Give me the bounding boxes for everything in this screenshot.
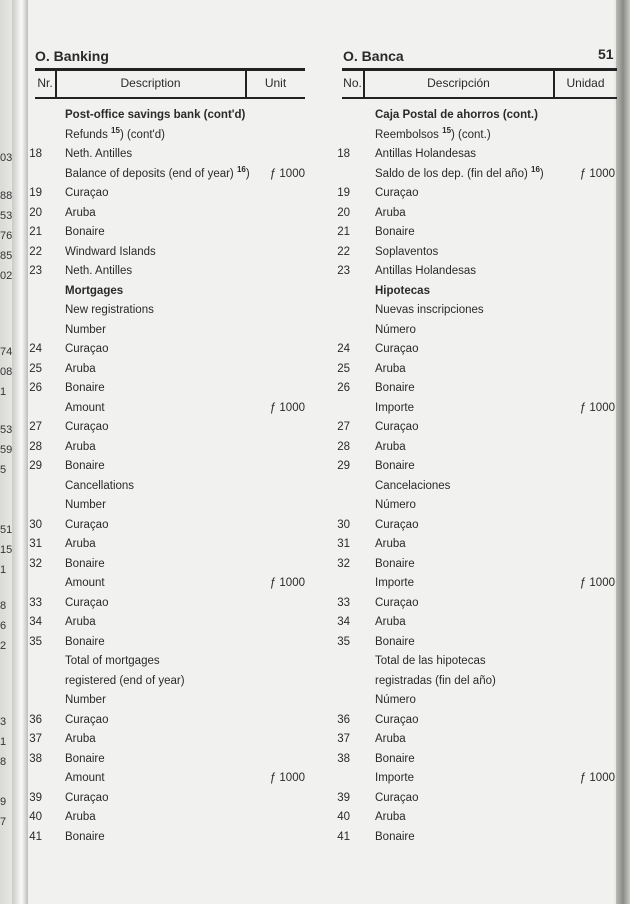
margin-fragment: 08 — [0, 366, 13, 378]
row-description — [65, 635, 105, 649]
description-text: Bonaire — [375, 557, 415, 570]
description-text: Bonaire — [375, 382, 415, 394]
row-description — [65, 771, 105, 785]
row-description — [375, 830, 415, 844]
row-description — [65, 147, 132, 161]
description-text: Caja Postal de ahorros (cont.) — [375, 109, 538, 121]
description-text: Curaçao — [375, 596, 419, 609]
row-number: 39 — [29, 791, 42, 804]
description-text: Curaçao — [65, 187, 109, 199]
margin-fragment: 9 — [0, 796, 7, 808]
row-description — [65, 791, 108, 805]
left-section-title: O. Banking — [35, 48, 109, 64]
description-text: Curaçao — [65, 791, 109, 804]
description-text: Número — [375, 499, 416, 511]
description-suffix: ) — [539, 167, 544, 180]
row-description — [375, 459, 415, 473]
row-number: 21 — [337, 226, 350, 238]
margin-fragment: 03 — [0, 152, 13, 164]
row-number: 24 — [337, 343, 350, 355]
description-text: Curaçao — [375, 713, 419, 726]
description-text: Aruba — [375, 616, 406, 628]
row-description — [65, 830, 105, 844]
row-description — [375, 381, 415, 395]
description-text: Aruba — [65, 362, 96, 375]
description-text: Aruba — [65, 616, 96, 628]
description-text: Number — [65, 323, 106, 336]
description-text: Windward Islands — [65, 245, 156, 258]
row-description — [375, 615, 406, 629]
row-description — [65, 164, 250, 181]
row-number: 22 — [29, 245, 42, 258]
description-text: Bonaire — [65, 752, 105, 765]
row-number: 19 — [337, 187, 350, 199]
row-description — [375, 771, 414, 785]
row-description — [375, 342, 418, 356]
row-description — [375, 674, 496, 688]
row-unit: ƒ 1000 — [269, 401, 305, 414]
row-description — [375, 498, 416, 512]
right-top-rule — [342, 68, 617, 71]
book-spine — [616, 0, 630, 904]
row-description — [65, 654, 160, 668]
row-description — [65, 245, 156, 259]
description-text: Curaçao — [375, 791, 419, 804]
description-text: Bonaire — [65, 635, 105, 648]
footnote-ref: 16 — [236, 164, 246, 174]
description-text: Amount — [65, 401, 105, 414]
row-number: 18 — [29, 148, 42, 160]
header-unit: Unit — [264, 76, 287, 90]
row-description — [65, 518, 108, 532]
description-text: Número — [375, 323, 416, 336]
description-text: Saldo de los dep. (fin del año) — [375, 167, 528, 180]
row-description — [65, 479, 134, 493]
row-description — [375, 713, 418, 727]
row-description — [65, 303, 154, 317]
row-description — [375, 303, 484, 317]
row-number: 27 — [29, 421, 42, 433]
header-no: No. — [343, 76, 362, 90]
description-suffix: ) (cont'd) — [119, 128, 165, 141]
description-text: Aruba — [375, 440, 406, 453]
row-description — [65, 693, 106, 707]
description-text: Total de las hipotecas — [375, 655, 486, 667]
row-number: 31 — [337, 538, 350, 550]
row-number: 37 — [337, 733, 350, 745]
row-number: 38 — [29, 752, 42, 765]
row-description — [375, 518, 418, 532]
margin-fragment: 1 — [0, 736, 7, 748]
description-text: registered (end of year) — [65, 674, 185, 687]
description-text: Bonaire — [65, 460, 105, 472]
description-text: Curaçao — [375, 518, 419, 531]
row-unit: ƒ 1000 — [579, 577, 615, 589]
left-header-rule — [35, 97, 305, 99]
margin-fragment: 53 — [0, 424, 13, 436]
row-number: 32 — [337, 557, 350, 570]
description-text: Curaçao — [375, 421, 419, 433]
description-text: registradas (fin del año) — [375, 674, 496, 687]
description-text: Aruba — [65, 733, 96, 745]
page-number: 51 — [598, 46, 614, 62]
footnote-ref: 15 — [442, 125, 452, 135]
description-text: Aruba — [375, 538, 406, 550]
left-top-rule — [35, 68, 305, 71]
description-text: Total of mortgages — [65, 655, 160, 667]
description-text: Curaçao — [65, 518, 109, 531]
margin-fragment: 59 — [0, 444, 13, 456]
row-description — [375, 576, 414, 590]
margin-fragment: 1 — [0, 564, 7, 576]
right-header-rule — [342, 97, 617, 99]
row-number: 26 — [29, 382, 42, 394]
header-nr: Nr. — [37, 76, 53, 90]
row-description — [375, 264, 476, 278]
row-number: 25 — [29, 362, 42, 375]
description-text: Curaçao — [65, 713, 109, 726]
margin-fragment: 74 — [0, 346, 13, 358]
description-text: Bonaire — [375, 752, 415, 765]
row-description — [65, 440, 96, 454]
row-description — [375, 225, 415, 239]
description-text: Neth. Antilles — [65, 148, 133, 160]
row-description — [375, 791, 418, 805]
row-unit: ƒ 1000 — [269, 577, 305, 589]
row-description — [375, 557, 415, 571]
description-text: Aruba — [375, 206, 406, 219]
row-description — [65, 498, 106, 512]
description-text: Curaçao — [375, 187, 419, 199]
row-description — [375, 752, 415, 766]
description-text: Curaçao — [65, 596, 109, 609]
row-number: 40 — [337, 811, 350, 823]
row-number: 31 — [29, 538, 42, 550]
row-number: 35 — [337, 635, 350, 648]
row-number: 25 — [337, 362, 350, 375]
description-text: Bonaire — [375, 460, 415, 472]
description-text: Número — [375, 694, 416, 706]
margin-fragment: 85 — [0, 250, 13, 262]
description-text: Refunds — [65, 128, 108, 141]
row-number: 29 — [337, 460, 350, 472]
row-description — [65, 537, 96, 551]
margin-fragment: 02 — [0, 270, 13, 282]
row-number: 26 — [337, 382, 350, 394]
margin-fragment: 15 — [0, 544, 13, 556]
row-description — [65, 125, 165, 142]
row-number: 36 — [337, 713, 350, 726]
row-number: 28 — [337, 440, 350, 453]
row-description — [65, 401, 105, 415]
right-section-title: O. Banca — [343, 48, 404, 64]
description-text: Number — [65, 499, 106, 511]
description-text: Aruba — [375, 733, 406, 745]
description-text: Bonaire — [65, 557, 105, 570]
row-description — [65, 557, 105, 571]
row-number: 23 — [29, 265, 42, 277]
description-text: Importe — [375, 577, 414, 589]
row-number: 20 — [337, 206, 350, 219]
margin-fragment: 2 — [0, 640, 7, 652]
description-suffix: ) — [245, 167, 250, 180]
row-number: 30 — [337, 518, 350, 531]
margin-fragment: 5 — [0, 464, 7, 476]
row-description — [65, 323, 106, 337]
description-text: Cancelaciones — [375, 479, 451, 492]
description-text: Aruba — [375, 811, 406, 823]
margin-fragment: 76 — [0, 230, 13, 242]
row-description — [65, 362, 96, 376]
row-description — [65, 674, 185, 688]
header-unidad: Unidad — [566, 76, 605, 90]
description-text: Reembolsos — [375, 128, 439, 141]
row-description — [65, 381, 105, 395]
margin-fragment: 6 — [0, 620, 7, 632]
row-number: 22 — [337, 245, 350, 258]
description-text: Bonaire — [65, 830, 105, 843]
description-suffix: ) (cont.) — [451, 128, 491, 141]
row-description — [375, 164, 544, 181]
row-description — [65, 576, 105, 590]
description-text: Bonaire — [375, 830, 415, 843]
row-description — [375, 245, 438, 259]
footnote-ref: 16 — [531, 164, 540, 174]
row-description — [65, 596, 108, 610]
description-text: Cancellations — [65, 479, 135, 492]
margin-fragment: 1 — [0, 386, 7, 398]
description-text: Curaçao — [65, 343, 109, 355]
description-text: Antillas Holandesas — [375, 265, 477, 277]
row-unit: ƒ 1000 — [579, 772, 615, 784]
row-number: 29 — [29, 460, 42, 472]
row-description — [65, 264, 132, 278]
row-description — [375, 147, 476, 161]
description-text: Neth. Antilles — [65, 265, 133, 277]
row-description — [375, 206, 406, 220]
row-description — [375, 401, 414, 415]
row-description — [375, 654, 486, 668]
description-text: Aruba — [65, 206, 96, 219]
margin-fragment: 53 — [0, 210, 13, 222]
row-number: 28 — [29, 440, 42, 453]
row-description — [65, 225, 105, 239]
description-text: Number — [65, 694, 106, 706]
description-text: Bonaire — [65, 382, 105, 394]
description-text: Curaçao — [375, 343, 419, 355]
description-text: Hipotecas — [375, 284, 430, 297]
margin-fragment: 51 — [0, 524, 13, 536]
row-description — [65, 810, 96, 824]
row-description — [375, 420, 418, 434]
description-text: Importe — [375, 772, 414, 784]
row-description — [375, 125, 491, 142]
row-description — [375, 693, 416, 707]
header-description: Description — [120, 76, 181, 90]
description-text: Bonaire — [375, 226, 415, 238]
row-number: 27 — [337, 421, 350, 433]
row-unit: ƒ 1000 — [269, 772, 305, 784]
row-description — [65, 420, 108, 434]
description-text: Soplaventos — [375, 245, 439, 258]
row-description — [65, 186, 108, 200]
margin-fragment: 8 — [0, 600, 7, 612]
row-description — [375, 362, 406, 376]
row-description — [65, 713, 108, 727]
row-description — [375, 108, 538, 122]
row-unit: ƒ 1000 — [269, 167, 305, 180]
row-number: 24 — [29, 343, 42, 355]
description-text: Aruba — [65, 440, 96, 453]
row-description — [375, 596, 418, 610]
row-number: 18 — [337, 148, 350, 160]
description-text: Curaçao — [65, 421, 109, 433]
row-description — [375, 479, 450, 493]
description-text: Antillas Holandesas — [375, 148, 477, 160]
row-description — [375, 635, 415, 649]
row-description — [65, 206, 96, 220]
description-text: Bonaire — [375, 635, 415, 648]
row-unit: ƒ 1000 — [579, 401, 615, 414]
description-text: Importe — [375, 401, 414, 414]
row-number: 33 — [29, 596, 42, 609]
row-number: 33 — [337, 596, 350, 609]
row-number: 21 — [29, 226, 42, 238]
row-description — [65, 752, 105, 766]
row-description — [375, 810, 406, 824]
row-number: 34 — [29, 616, 42, 628]
row-description — [375, 537, 406, 551]
row-number: 35 — [29, 635, 42, 648]
margin-fragment: 3 — [0, 716, 7, 728]
description-text: Amount — [65, 772, 105, 784]
description-text: Amount — [65, 577, 105, 589]
row-description — [375, 440, 406, 454]
description-text: Bonaire — [65, 226, 105, 238]
row-description — [375, 732, 406, 746]
row-description — [375, 284, 430, 298]
description-text: Aruba — [375, 362, 406, 375]
margin-fragment: 88 — [0, 190, 13, 202]
row-number: 19 — [29, 187, 42, 199]
description-text: New registrations — [65, 304, 154, 316]
row-number: 32 — [29, 557, 42, 570]
row-number: 41 — [337, 830, 350, 843]
row-description — [65, 459, 105, 473]
description-text: Aruba — [65, 538, 96, 550]
row-description — [65, 108, 245, 122]
row-number: 36 — [29, 713, 42, 726]
row-description — [375, 323, 416, 337]
footnote-ref: 15 — [111, 125, 120, 135]
row-number: 20 — [29, 206, 42, 219]
description-text: Mortgages — [65, 284, 124, 297]
row-description — [375, 186, 418, 200]
description-text: Nuevas inscripciones — [375, 304, 484, 316]
row-description — [65, 342, 108, 356]
description-text: Aruba — [65, 811, 96, 823]
row-number: 40 — [29, 811, 42, 823]
description-text: Balance of deposits (end of year) — [65, 167, 234, 180]
row-number: 41 — [29, 830, 42, 843]
row-number: 30 — [29, 518, 42, 531]
row-description — [65, 284, 123, 298]
row-number: 39 — [337, 791, 350, 804]
row-description — [65, 615, 96, 629]
row-number: 38 — [337, 752, 350, 765]
margin-fragment: 8 — [0, 756, 7, 768]
row-number: 34 — [337, 616, 350, 628]
row-description — [65, 732, 96, 746]
row-number: 23 — [337, 265, 350, 277]
margin-fragment: 7 — [0, 816, 7, 828]
row-number: 37 — [29, 733, 42, 745]
header-descripcion: Descripción — [427, 76, 490, 90]
description-text: Post-office savings bank (cont'd) — [65, 109, 246, 121]
row-unit: ƒ 1000 — [579, 167, 615, 180]
